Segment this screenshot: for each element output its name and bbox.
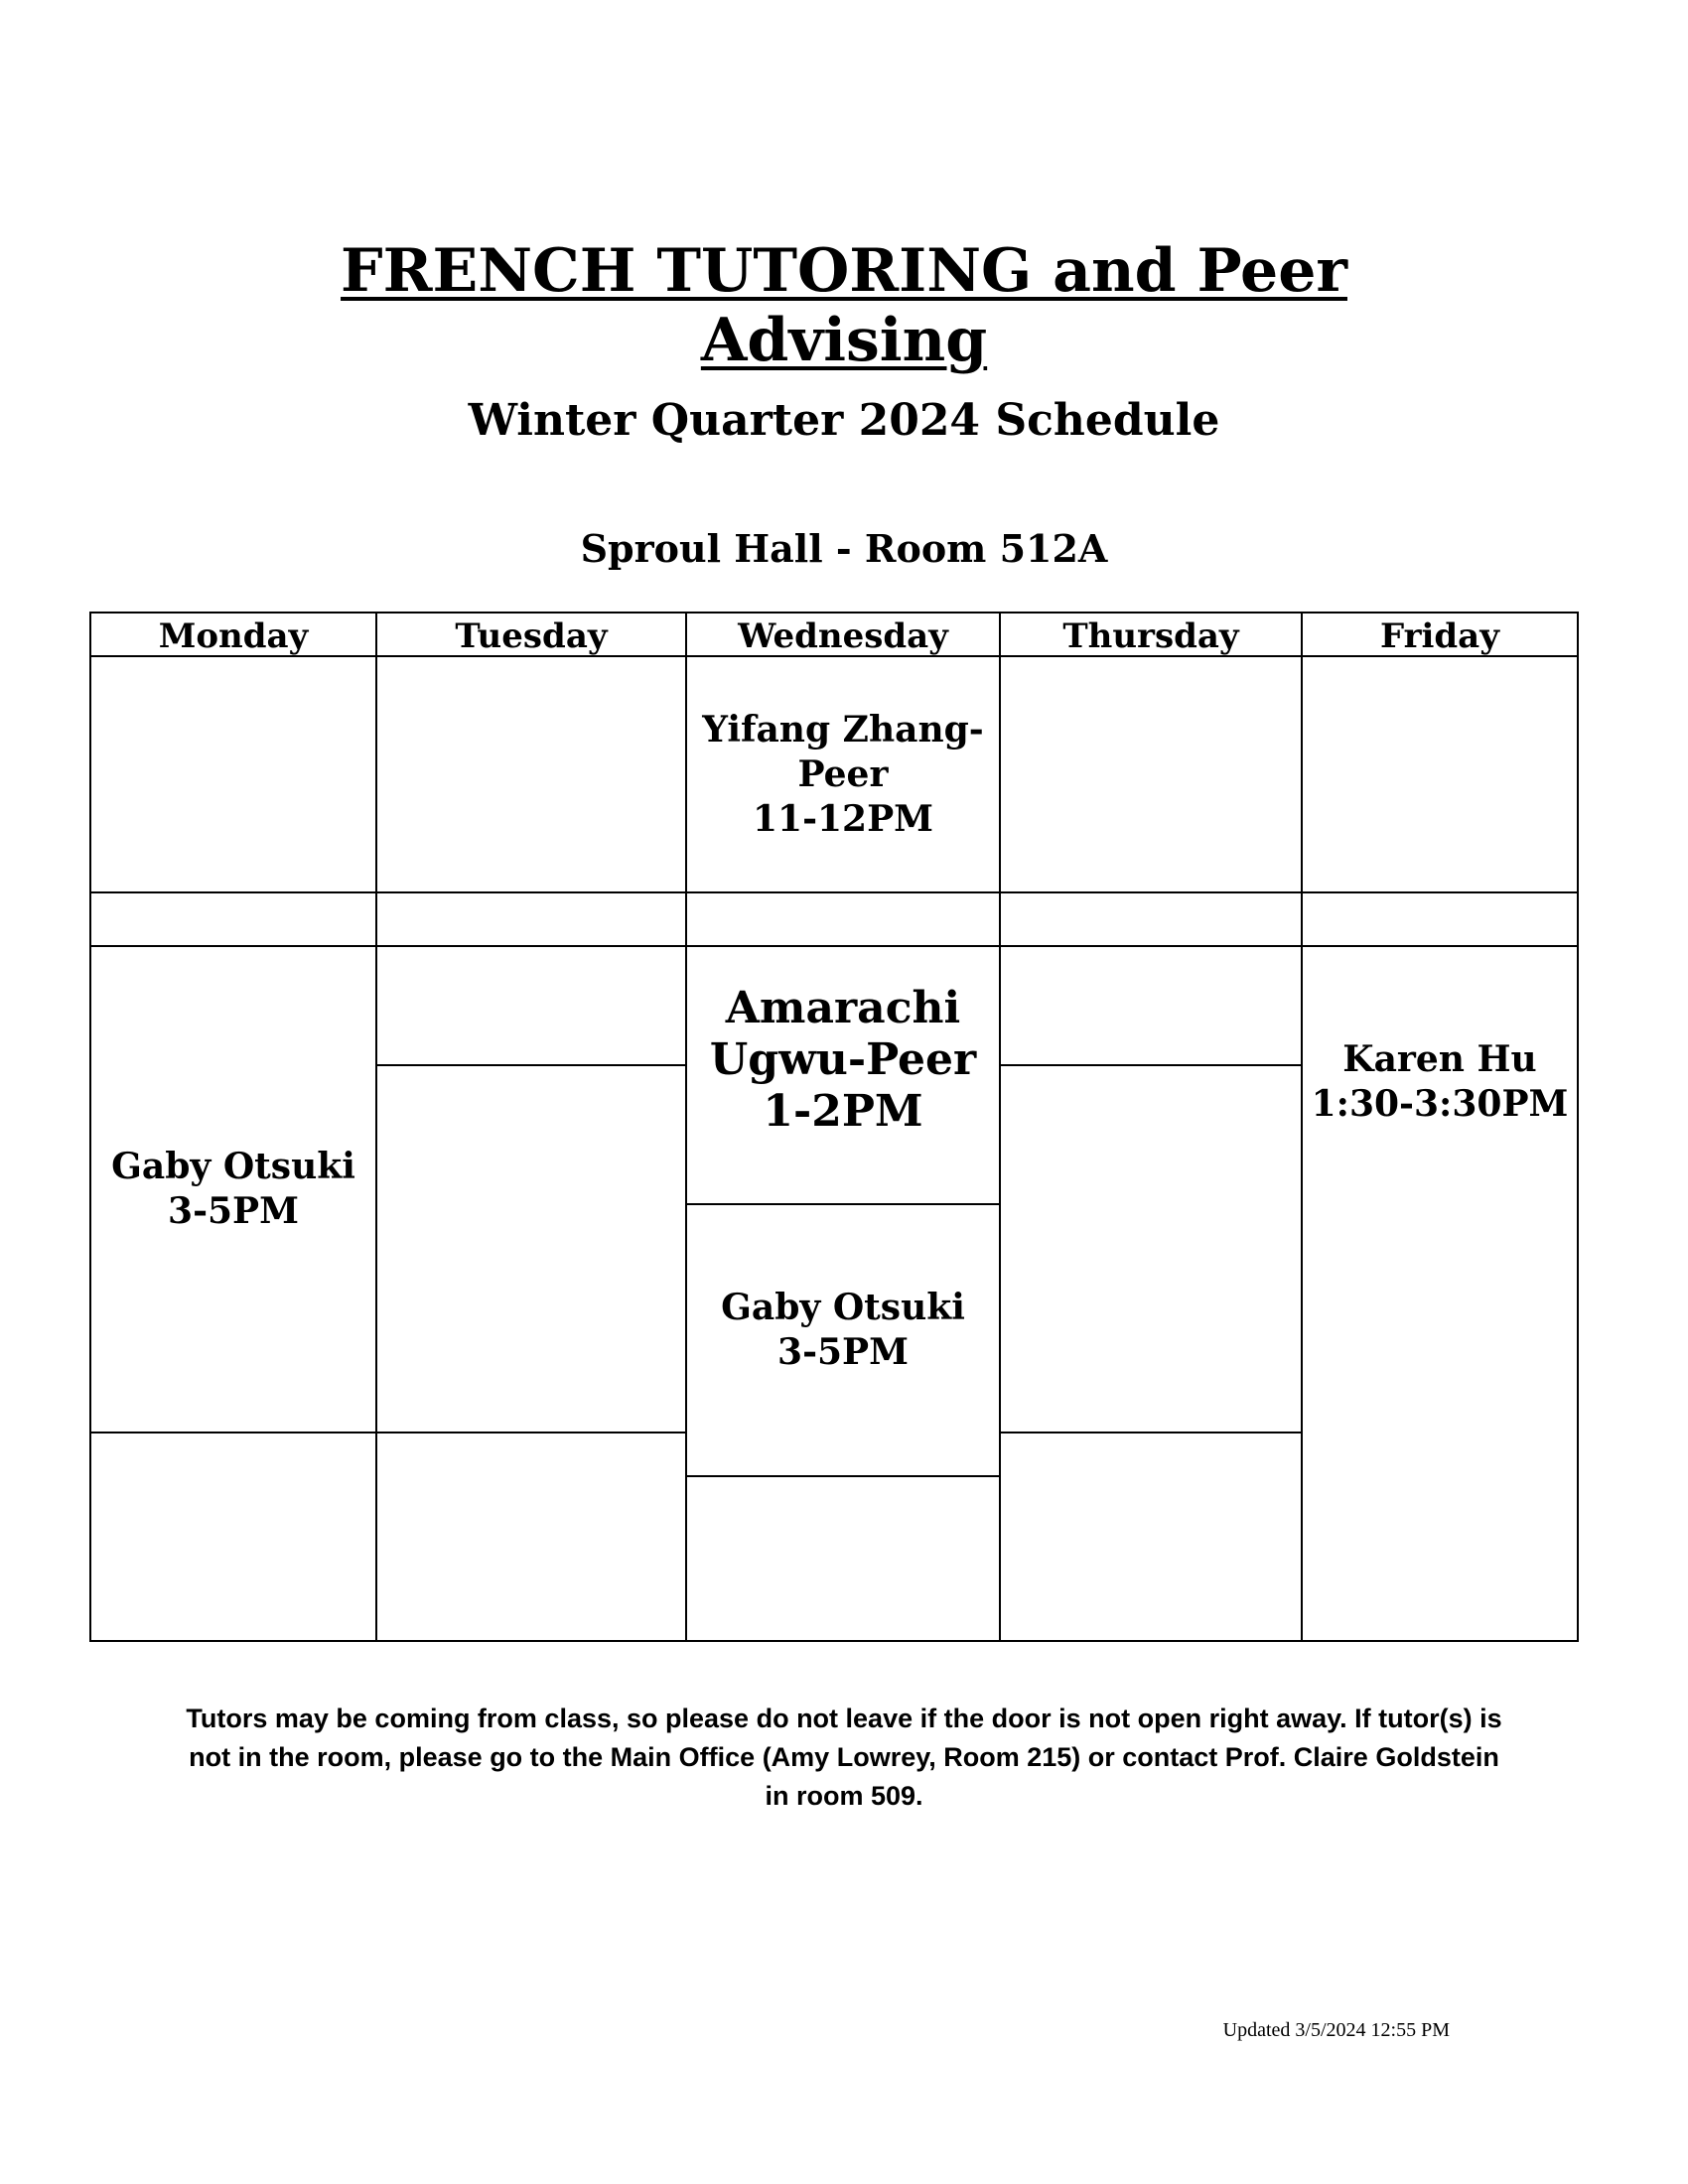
column-divider [999,612,1001,1642]
tutor-time: 11-12PM [752,797,934,840]
tutor-time: 1-2PM [763,1086,923,1137]
row-divider [89,1432,685,1433]
table-border-left [89,612,91,1642]
tutor-time: 1:30-3:30PM [1311,1083,1569,1125]
tutor-name: Yifang Zhang- [702,708,984,751]
tutor-name: Gaby Otsuki [111,1146,355,1187]
tutor-time: 3-5PM [168,1190,299,1232]
header-tuesday: Tuesday [455,616,608,656]
row-divider [375,1064,685,1066]
tutor-name: Amarachi [725,983,961,1033]
slot-friday-afternoon [1303,1032,1577,1132]
row-divider [685,1203,999,1205]
notice-text: Tutors may be coming from class, so please do not leave if the door is not open right away. If tutor(s) is not in the room, please go to the Main Office (Amy Lowrey, Room 215) or contact Prof. Claire Goldstein in room 509. [186,1704,1502,1811]
row-divider [685,1475,999,1477]
page-title-line2: Advising [700,306,988,375]
row-divider [89,891,1579,893]
slot-wednesday-morning [687,657,999,891]
row-divider [999,1064,1301,1066]
header-thursday: Thursday [1062,616,1239,656]
tutor-name: Gaby Otsuki [721,1287,965,1328]
row-divider [89,945,1579,947]
column-divider [375,612,377,1642]
slot-wednesday-afternoon [687,981,999,1140]
tutor-role: Ugwu-Peer [709,1034,977,1085]
updated-timestamp: Updated 3/5/2024 12:55 PM [1222,2019,1450,2041]
header-friday: Friday [1380,616,1499,656]
slot-wednesday-late [687,1281,999,1380]
header-wednesday: Wednesday [738,616,948,656]
table-border-top [89,612,1579,614]
tutor-time: 3-5PM [777,1331,909,1373]
row-divider [999,1432,1301,1433]
location-label: Sproul Hall - Room 512A [580,526,1108,571]
tutor-role: Peer [797,752,889,795]
slot-monday-afternoon [91,1140,375,1239]
table-border-bottom [89,1640,1579,1642]
table-border-right [1577,612,1579,1642]
page-title-line1: FRENCH TUTORING and Peer [341,236,1347,306]
tutor-name: Karen Hu [1342,1038,1537,1080]
page-subtitle: Winter Quarter 2024 Schedule [468,395,1220,446]
header-monday: Monday [158,616,309,656]
